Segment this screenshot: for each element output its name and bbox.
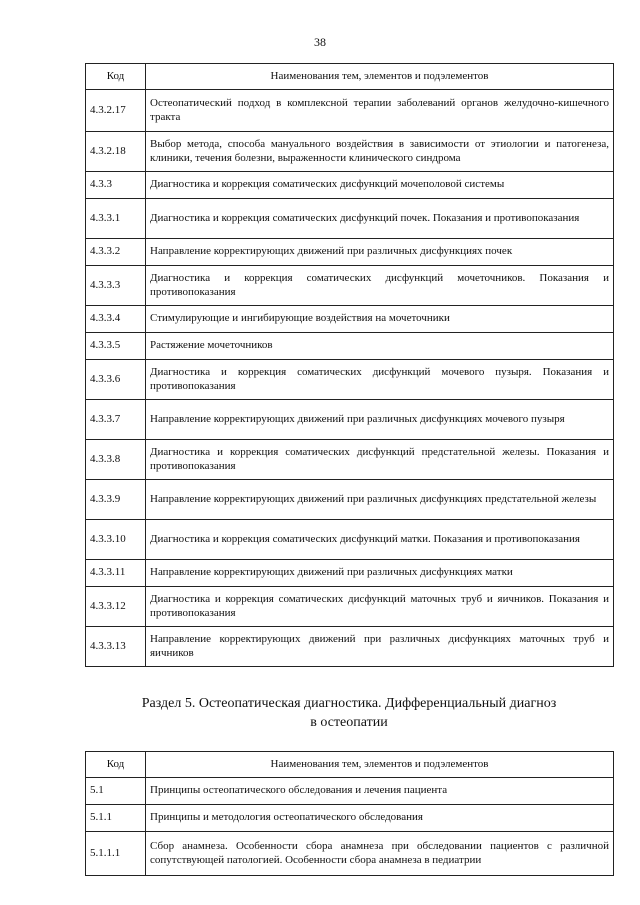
row-code: 4.3.3.9 [86, 480, 146, 520]
row-code: 4.3.3.6 [86, 360, 146, 400]
row-text: Сбор анамнеза. Особенности сбора анамнеза при обследовании пациентов с различной сопутствующей патологией. Особенности сбора анамнеза в педиатрии [146, 832, 614, 876]
topics-table-section-4 [85, 63, 614, 667]
row-text: Направление корректирующих движений при различных дисфункциях предстательной железы [146, 480, 614, 520]
row-text: Принципы остеопатического обследования и лечения пациента [146, 778, 614, 805]
row-code: 5.1 [86, 778, 146, 805]
table-row [86, 480, 614, 520]
table-row [86, 832, 614, 876]
table-row [86, 627, 614, 667]
row-text: Диагностика и коррекция соматических дисфункций мочеполовой системы [146, 172, 614, 199]
row-code: 4.3.3.8 [86, 440, 146, 480]
table-row [86, 560, 614, 587]
row-code: 4.3.3.1 [86, 199, 146, 239]
column-header-name: Наименования тем, элементов и подэлементов [146, 64, 614, 90]
section-heading-line-1: Раздел 5. Остеопатическая диагностика. Дифференциальный диагноз [141, 696, 557, 711]
row-text: Диагностика и коррекция соматических дисфункций почек. Показания и противопоказания [146, 199, 614, 239]
row-text: Стимулирующие и ингибирующие воздействия на мочеточники [146, 306, 614, 333]
row-code: 5.1.1 [86, 805, 146, 832]
row-text: Диагностика и коррекция соматических дисфункций маточных труб и яичников. Показания и противопоказания [146, 587, 614, 627]
section-5-heading [85, 694, 613, 732]
column-header-name: Наименования тем, элементов и подэлементов [146, 752, 614, 778]
row-code: 4.3.3.3 [86, 266, 146, 306]
table-row [86, 199, 614, 239]
row-code: 4.3.3.12 [86, 587, 146, 627]
row-code: 4.3.3.7 [86, 400, 146, 440]
row-text: Направление корректирующих движений при различных дисфункциях мочевого пузыря [146, 400, 614, 440]
table-row [86, 400, 614, 440]
row-text: Диагностика и коррекция соматических дисфункций мочеточников. Показания и противопоказания [146, 266, 614, 306]
row-text: Принципы и методология остеопатического обследования [146, 805, 614, 832]
table-row [86, 172, 614, 199]
row-code: 4.3.2.17 [86, 90, 146, 132]
table-row [86, 805, 614, 832]
topics-table-section-5 [85, 751, 614, 876]
row-code: 4.3.3.10 [86, 520, 146, 560]
row-text: Направление корректирующих движений при различных дисфункциях матки [146, 560, 614, 587]
table-row [86, 132, 614, 172]
table-row [86, 239, 614, 266]
row-code: 4.3.3.2 [86, 239, 146, 266]
table-header-row [86, 752, 614, 778]
row-code: 4.3.3 [86, 172, 146, 199]
row-text: Направление корректирующих движений при различных дисфункциях почек [146, 239, 614, 266]
row-text: Выбор метода, способа мануального воздействия в зависимости от этиологии и патогенеза, клиники, течения болезни, выраженности клинического синдрома [146, 132, 614, 172]
row-text: Диагностика и коррекция соматических дисфункций матки. Показания и противопоказания [146, 520, 614, 560]
table-row [86, 360, 614, 400]
table-row [86, 306, 614, 333]
row-code: 4.3.3.4 [86, 306, 146, 333]
table-header-row [86, 64, 614, 90]
row-text: Остеопатический подход в комплексной терапии заболеваний органов желудочно-кишечного тракта [146, 90, 614, 132]
row-code: 4.3.2.18 [86, 132, 146, 172]
table-row [86, 587, 614, 627]
section-heading-line-2: в остеопатии [310, 715, 388, 730]
table-row [86, 90, 614, 132]
table-row [86, 440, 614, 480]
row-code: 4.3.3.11 [86, 560, 146, 587]
row-text: Диагностика и коррекция соматических дисфункций мочевого пузыря. Показания и противопоказания [146, 360, 614, 400]
row-text: Направление корректирующих движений при различных дисфункциях маточных труб и яичников [146, 627, 614, 667]
row-text: Диагностика и коррекция соматических дисфункций предстательной железы. Показания и противопоказания [146, 440, 614, 480]
page-number: 38 [314, 35, 326, 49]
table-row [86, 778, 614, 805]
column-header-code: Код [86, 752, 146, 778]
row-text: Растяжение мочеточников [146, 333, 614, 360]
table-row [86, 266, 614, 306]
table-row [86, 333, 614, 360]
column-header-code: Код [86, 64, 146, 90]
table-row [86, 520, 614, 560]
row-code: 4.3.3.5 [86, 333, 146, 360]
row-code: 4.3.3.13 [86, 627, 146, 667]
row-code: 5.1.1.1 [86, 832, 146, 876]
